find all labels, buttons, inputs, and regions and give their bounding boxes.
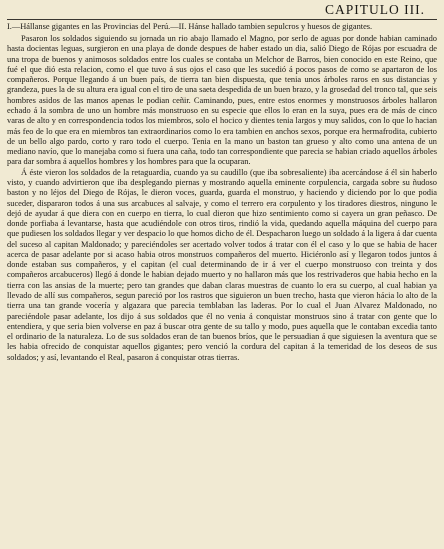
chapter-title: CAPITULO III. [325, 2, 425, 17]
paragraph-2: Á éste vieron los soldados de la retaguardia, cuando ya su caudillo (que iba sobresaliente) iba acercándose á él sin haberlo visto, y cuando advirtieron que iba desplegando piernas y mostrando aquella eminente corpulencia, cargada sobre su ñudoso baston y no léjos del Diego de Rójas, le dieron voces, guarda, guarda el monstruo, y haciendo y diciendo por lo que podia suceder, dispararon todos á una sus arcabuces al salvaje, y como el terrero era corpulento y los tiradores diestros, ninguno le dejó de ayudar á que diera con en cuerpo en tierra, lo cual dieron que hizo sentimiento como si cayera un gran peñasco. De donde porfiaba á levantarse, hasta que acudiéndole con otros tiros, rindió la vida, quedando aquella máquina del cuerpo para que pudiesen los soldados llegar y ver despacio lo que homos dicho de él. Despacharon luego un soldado á la ligera á dar cuenta del suceso al capitan Maldonado; y pareciéndoles ser acertado volver todos á tratar con él el caso y lo que se habia de hacer acerca de pasar adelante por si acaso habia otros monstruos compañeros del muerto. Hiciéronlo así y llegaron todos juntos á donde estaban sus compañeros, y el capitan (el cual determinando de ir á ver el cuerpo monstruoso con treinta y dos compañeros arcabuceros) llegó á donde le habian dejado muerto y no hallaron más que los restrivaderos que habia hecho en la tierra con las ansias de la muerte; pero tan grandes que daban claras muestras de cuanto lo era su cuerpo, al cual habian ya llevado de allí sus compañeros, segun pareció por los rastros que siguieron un buen trecho, hasta que vieron hácia lo alto de la tierra una tan grande vocería y algazara que parecia temblaban las laderas. Por lo cual el Juan Alvarez Maldonado, no pareciéndole pasar adelante, los dijo á sus soldados que él no venia á conquistar monstruos sino á tratar con gente que lo entendiera, y que seria bien volverse en paz á buscar otra gente de su tallo y modo, pues aquella que le contaban excedia tanto el ordinario de la naturaleza. Lo de sus soldados eran de tan buenos bríos, que le persuadian á que siguiesen la aventura que se les habia ofrecido de conquistar aquellos gigantes; pero venció la cordura del capitan á la temeridad de los deseos de sus soldados; y así, levantando el Real, pasaron á conquistar otras tierras. [7, 167, 437, 362]
chapter-summary: I.—Hállanse gigantes en las Provincias del Perú.—II. Hánse hallado tambien sepulcros y huesos de gigantes. [7, 22, 373, 31]
header-rule [7, 19, 437, 20]
paragraph-1: Pasaron los soldados siguiendo su jornada un rio abajo llamado el Magno, por serlo de aguas por donde habian caminado hasta docientas leguas, surgieron en una playa de donde despues de haber estado un dia, salió Diego de Rójas por escuadra de una tropa de buenos y animosos soldados entre los cuales se contaba un Melchor de Barros, bien conocido en este Reino, que fué el que dió esta relacion, como el que tuvo á sus ojos el caso que les sucedió á pocos pasos de como se apartaron de los compañeros. Porque llegando á un buen país, de tierra tan bien dispuesta, que tenia unos árboles raros en sus distancias y grandeza, pues la de su altura era igual con el tiro de una saeta despedida de un buen brazo, y la grosedad del tronco tal, que seis hombres asidos de las manos apenas le podian ceñir. Caminando, pues, entre estos enormes y monstruosos árboles hallaron echado á la sombra de uno un hombre más monstruoso en su especie que ellos lo eran en la suya, pues era de más de cinco varas de alto y en correspondencia todos los miembros, solo el hocico y dientes tenia largos y muy salidos, con lo que lo hacian más feo de lo que era en miembros tan extraordinarios como lo era tambien en anchos sexos, porque era hermafrodita, cubierto de un bello algo pardo, corto y raro todo el cuerpo. Tenia en la mano un baston tan grueso y alto como una antena de un mediano navío, que lo manejaba como si fuera una caña, todo tan correspondiente que parecia se habian criado aquellos árboles para dar sombra á aquellos hombres y los hombres para que la ocuparan. [7, 34, 437, 167]
